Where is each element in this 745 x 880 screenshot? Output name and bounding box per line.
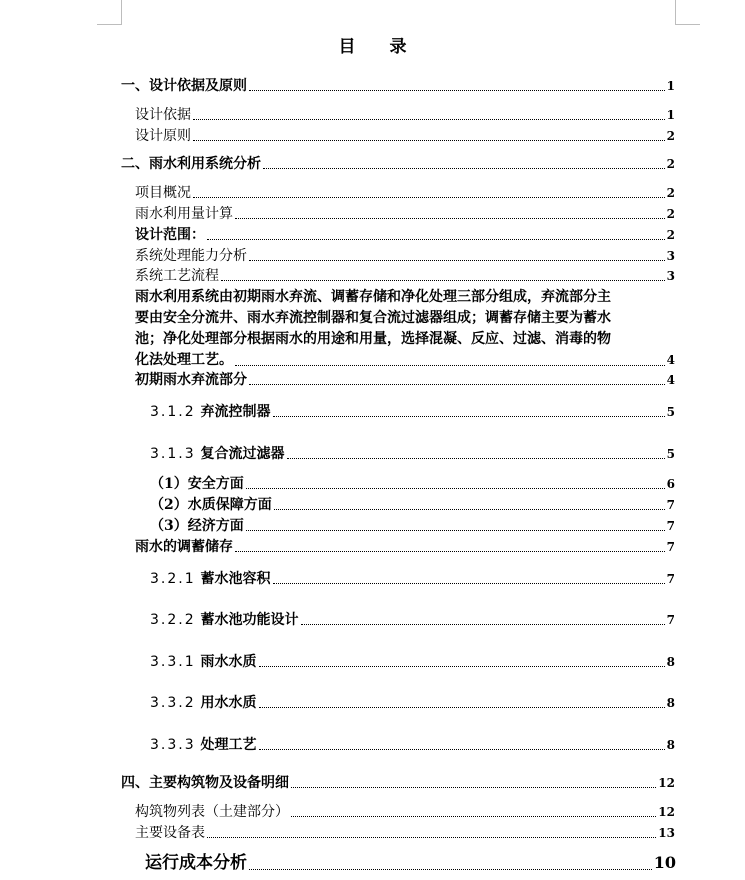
toc-page-number: 1: [666, 79, 675, 93]
toc-entry-label: （3）经济方面: [150, 518, 244, 534]
dot-leader: [235, 551, 665, 552]
toc-entry-label: 项目概况: [135, 185, 191, 201]
toc-entry-label: 用水水质: [200, 695, 257, 711]
toc-entry-label-group: [150, 736, 257, 754]
dot-leader: [235, 365, 665, 366]
toc-page-number: 7: [666, 572, 675, 586]
toc-entry-3-3-1[interactable]: [150, 653, 675, 671]
toc-entry-equipment-list[interactable]: [135, 824, 675, 842]
toc-page-number: 4: [666, 353, 675, 367]
toc-entry-label: 主要设备表: [135, 825, 205, 841]
dot-leader: [235, 218, 665, 219]
dot-leader: [249, 384, 665, 385]
toc-entry-process-flow[interactable]: [135, 267, 675, 285]
toc-entry-label-group: [150, 611, 299, 629]
dot-leader: [193, 197, 665, 198]
toc-page-number: 3: [666, 269, 675, 283]
dot-leader: [274, 509, 665, 510]
toc-entry-text-line: 化法处理工艺。: [135, 352, 233, 368]
dot-leader: [273, 416, 665, 417]
toc-entry-text-line: 池；净化处理部分根据雨水的用途和用量，选择混凝、反应、过滤、消毒的物: [135, 331, 611, 347]
toc-page-number: 2: [666, 207, 675, 221]
toc-entry-safety[interactable]: [150, 475, 675, 493]
toc-entry-3-3-3[interactable]: [150, 736, 675, 754]
toc-page-number: 8: [666, 655, 675, 669]
toc-entry-design-scope[interactable]: [135, 226, 675, 244]
toc-page-number: 1: [666, 108, 675, 122]
toc-entry-label: 一、设计依据及原则: [121, 78, 247, 94]
page-corner-mark-right: [675, 0, 700, 25]
toc-section-number: 3.3.1: [150, 654, 196, 670]
toc-entry-3-2-1[interactable]: [150, 570, 675, 588]
page-title: 目 录: [338, 37, 421, 57]
toc-page-number: 7: [666, 613, 675, 627]
toc-page-number: 5: [666, 405, 675, 419]
dot-leader: [287, 458, 665, 459]
toc-entry-label: 弃流控制器: [200, 404, 271, 420]
toc-entry-rainwater-volume[interactable]: [135, 205, 675, 223]
toc-entry-label: 设计范围：: [135, 227, 205, 243]
toc-entry-label: 处理工艺: [200, 737, 257, 753]
toc-entry-label-group: [150, 445, 285, 463]
toc-section-number: 3.2.2: [150, 612, 196, 628]
toc-page-number: 2: [666, 157, 675, 171]
toc-page-number: 2: [666, 129, 675, 143]
dot-leader: [193, 140, 665, 141]
page-corner-mark-left: [97, 0, 122, 25]
toc-page-number: 2: [666, 186, 675, 200]
toc-page-number: 2: [666, 228, 675, 242]
toc-entry-label: 复合流过滤器: [200, 446, 285, 462]
toc-entry-3-2-2[interactable]: [150, 611, 675, 629]
toc-entry-system-description[interactable]: [135, 287, 675, 371]
toc-entry-label: 初期雨水弃流部分: [135, 372, 247, 388]
dot-leader: [249, 869, 652, 870]
toc-page-number: 6: [666, 477, 675, 491]
toc-entry-3-1-2[interactable]: [150, 403, 675, 421]
toc-entry-label-group: [150, 570, 271, 588]
toc-page-number: 12: [658, 805, 675, 819]
toc-entry-label: 蓄水池功能设计: [200, 612, 299, 628]
toc-entry-label-group: [150, 403, 271, 421]
dot-leader: [249, 260, 665, 261]
dot-leader: [193, 119, 665, 120]
dot-leader: [291, 787, 656, 788]
dot-leader: [263, 168, 665, 169]
toc-entry-label: 构筑物列表（土建部分）: [135, 804, 289, 820]
dot-leader: [207, 239, 665, 240]
toc-entry-label: 四、主要构筑物及设备明细: [121, 775, 289, 791]
toc-entry-design-principles[interactable]: [135, 127, 675, 145]
dot-leader: [207, 837, 656, 838]
toc-entry-label: 系统处理能力分析: [135, 248, 247, 264]
toc-page-number: 13: [658, 826, 675, 840]
toc-entry-label: 运行成本分析: [145, 853, 247, 873]
toc-entry-design-basis[interactable]: [135, 106, 675, 124]
toc-entry-section-2[interactable]: [121, 155, 675, 173]
toc-page-number: 5: [666, 447, 675, 461]
dot-leader: [259, 707, 665, 708]
toc-page-number: 10: [653, 853, 676, 872]
toc-section-number: 3.1.2: [150, 404, 196, 420]
dot-leader: [259, 666, 665, 667]
toc-page-number: 3: [666, 249, 675, 263]
toc-page-number: 7: [666, 498, 675, 512]
toc-entry-text-line: 要由安全分流井、雨水弃流控制器和复合流过滤器组成；调蓄存储主要为蓄水: [135, 310, 611, 326]
toc-entry-initial-diversion[interactable]: [135, 371, 675, 389]
toc-page-number: 12: [658, 776, 675, 790]
toc-entry-label: 二、雨水利用系统分析: [121, 156, 261, 172]
toc-section-number: 3.3.3: [150, 737, 196, 753]
toc-entry-capacity-analysis[interactable]: [135, 247, 675, 265]
toc-entry-label: （2）水质保障方面: [150, 497, 272, 513]
toc-section-number: 3.2.1: [150, 571, 196, 587]
dot-leader: [246, 530, 665, 531]
toc-entry-label: （1）安全方面: [150, 476, 244, 492]
toc-entry-economy[interactable]: [150, 517, 675, 535]
toc-page-number: 7: [666, 540, 675, 554]
toc-page-number: 7: [666, 519, 675, 533]
toc-entry-label: 设计依据: [135, 107, 191, 123]
toc-entry-label-group: [150, 694, 257, 712]
toc-entry-storage[interactable]: [135, 538, 675, 556]
dot-leader: [246, 488, 665, 489]
toc-section-number: 3.1.3: [150, 446, 196, 462]
dot-leader: [291, 816, 656, 817]
dot-leader: [273, 583, 665, 584]
toc-entry-structure-list[interactable]: [135, 803, 675, 821]
toc-entry-project-overview[interactable]: [135, 184, 675, 202]
dot-leader: [301, 624, 665, 625]
toc-entry-label: 蓄水池容积: [200, 571, 271, 587]
toc-page-number: 8: [666, 696, 675, 710]
toc-entry-section-1[interactable]: [121, 77, 675, 95]
toc-section-number: 3.3.2: [150, 695, 196, 711]
toc-entry-label: 雨水的调蓄储存: [135, 539, 233, 555]
toc-entry-water-quality-assurance[interactable]: [150, 496, 675, 514]
toc-page-number: 4: [666, 373, 675, 387]
toc-entry-label-group: [150, 653, 257, 671]
toc-entry-text-line: 雨水利用系统由初期雨水弃流、调蓄存储和净化处理三部分组成，弃流部分主: [135, 289, 611, 305]
toc-entry-label: 雨水水质: [200, 654, 257, 670]
toc-entry-label: 系统工艺流程: [135, 268, 219, 284]
toc-entry-label: 雨水利用量计算: [135, 206, 233, 222]
toc-entry-3-1-3[interactable]: [150, 445, 675, 463]
toc-entry-3-3-2[interactable]: [150, 694, 675, 712]
dot-leader: [249, 90, 665, 91]
toc-entry-section-4[interactable]: [121, 774, 675, 792]
toc-page-number: 8: [666, 738, 675, 752]
toc-entry-label: 设计原则: [135, 128, 191, 144]
toc-entry-operating-cost[interactable]: [145, 852, 676, 874]
dot-leader: [259, 749, 665, 750]
dot-leader: [221, 280, 665, 281]
